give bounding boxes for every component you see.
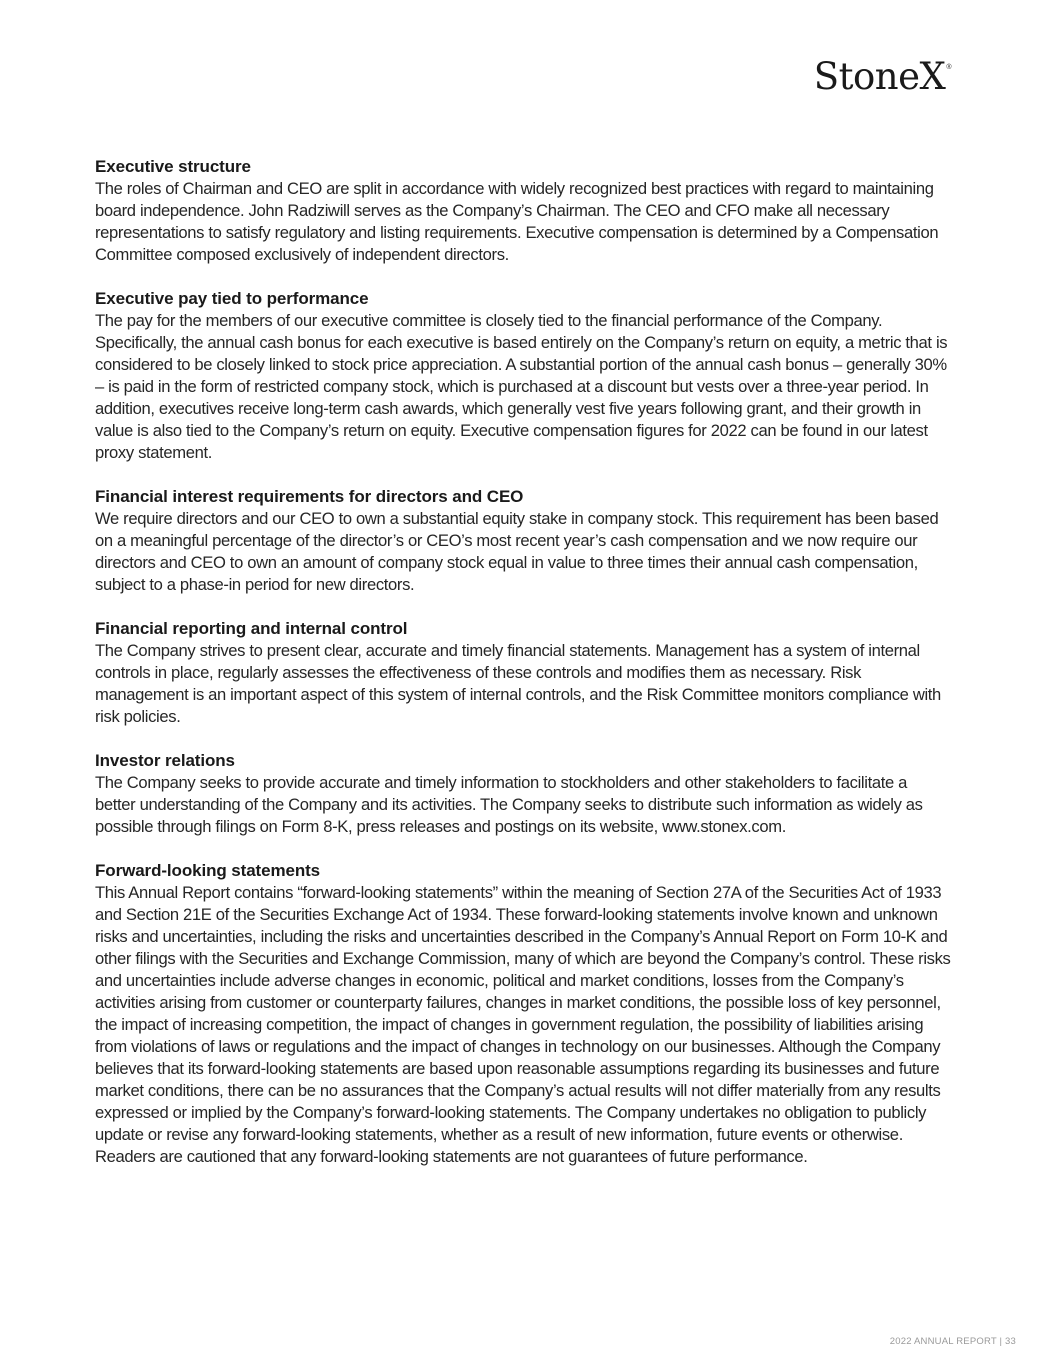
section-body: The Company seeks to provide accurate and timely information to stockholders and other stakeholders to facilitate a better understanding of the Company and its activities. The Company seeks to distribute such information as widely as possible through filings on Form 8-K, press releases and postings on its website, www.stonex.com. <box>95 773 923 836</box>
company-logo <box>813 55 951 98</box>
section-heading: Forward-looking statements <box>95 861 321 880</box>
section-forward-looking <box>95 860 951 1168</box>
section-financial-interest <box>95 486 951 596</box>
section-investor-relations <box>95 750 951 838</box>
section-body: We require directors and our CEO to own a substantial equity stake in company stock. This requirement has been based on a meaningful percentage of the director’s or CEO’s most recent year’s cash compensation and we now require our directors and CEO to own an amount of company stock equal in value to three times their annual cash compensation, subject to a phase-in period for new directors. <box>95 509 939 594</box>
main-content <box>95 156 951 1190</box>
section-body: The roles of Chairman and CEO are split in accordance with widely recognized best practices with regard to maintaining board independence. John Radziwill serves as the Company’s Chairman. The CEO and CFO make all necessary representations to satisfy regulatory and listing requirements. Executive compensation is determined by a Compensation Committee composed exclusively of independent directors. <box>95 179 939 264</box>
section-heading: Financial interest requirements for directors and CEO <box>95 487 524 506</box>
section-body: The Company strives to present clear, accurate and timely financial statements. Management has a system of internal controls in place, regularly assesses the effectiveness of these controls and modifies them as necessary. Risk management is an important aspect of this system of internal controls, and the Risk Committee monitors compliance with risk policies. <box>95 641 941 726</box>
section-financial-reporting <box>95 618 951 728</box>
section-heading: Investor relations <box>95 751 235 770</box>
section-executive-structure <box>95 156 951 266</box>
logo-text: StoneX <box>813 55 946 98</box>
section-heading: Financial reporting and internal control <box>95 619 408 638</box>
section-heading: Executive pay tied to performance <box>95 289 369 308</box>
section-body: The pay for the members of our executive committee is closely tied to the financial performance of the Company. Specifically, the annual cash bonus for each executive is based entirely on the Company’s return on equity, a metric that is considered to be closely linked to stock price appreciation. A substantial portion of the annual cash bonus – generally 30% – is paid in the form of restricted company stock, which is purchased at a discount but vests over a three-year period. In addition, executives receive long-term cash awards, which generally vest five years following grant, and their growth in value is also tied to the Company’s return on equity. Executive compensation figures for 2022 can be found in our latest proxy statement. <box>95 311 948 462</box>
logo-registered-mark: ® <box>946 64 951 71</box>
section-heading: Executive structure <box>95 157 251 176</box>
page-footer: 2022 ANNUAL REPORT | 33 <box>889 1336 1016 1347</box>
section-body: This Annual Report contains “forward-looking statements” within the meaning of Section 27A of the Securities Act of 1933 and Section 21E of the Securities Exchange Act of 1934. These forward-looking statements involve known and unknown risks and uncertainties, including the risks and uncertainties described in the Company’s Annual Report on Form 10-K and other filings with the Securities and Exchange Commission, many of which are beyond the Company’s control. These risks and uncertainties include adverse changes in economic, political and market conditions, losses from the Company’s activities arising from customer or counterparty failures, changes in market conditions, the possible loss of key personnel, the impact of increasing competition, the impact of changes in government regulation, the possibility of liabilities arising from violations of laws or regulations and the impact of changes in technology on our businesses. Although the Company believes that its forward-looking statements are based upon reasonable assumptions regarding its businesses and future market conditions, there can be no assurances that the Company’s actual results will not differ materially from any results expressed or implied by the Company’s forward-looking statements. The Company undertakes no obligation to publicly update or revise any forward-looking statements, whether as a result of new information, future events or otherwise. Readers are cautioned that any forward-looking statements are not guarantees of future performance. <box>95 883 951 1166</box>
section-executive-pay <box>95 288 951 464</box>
